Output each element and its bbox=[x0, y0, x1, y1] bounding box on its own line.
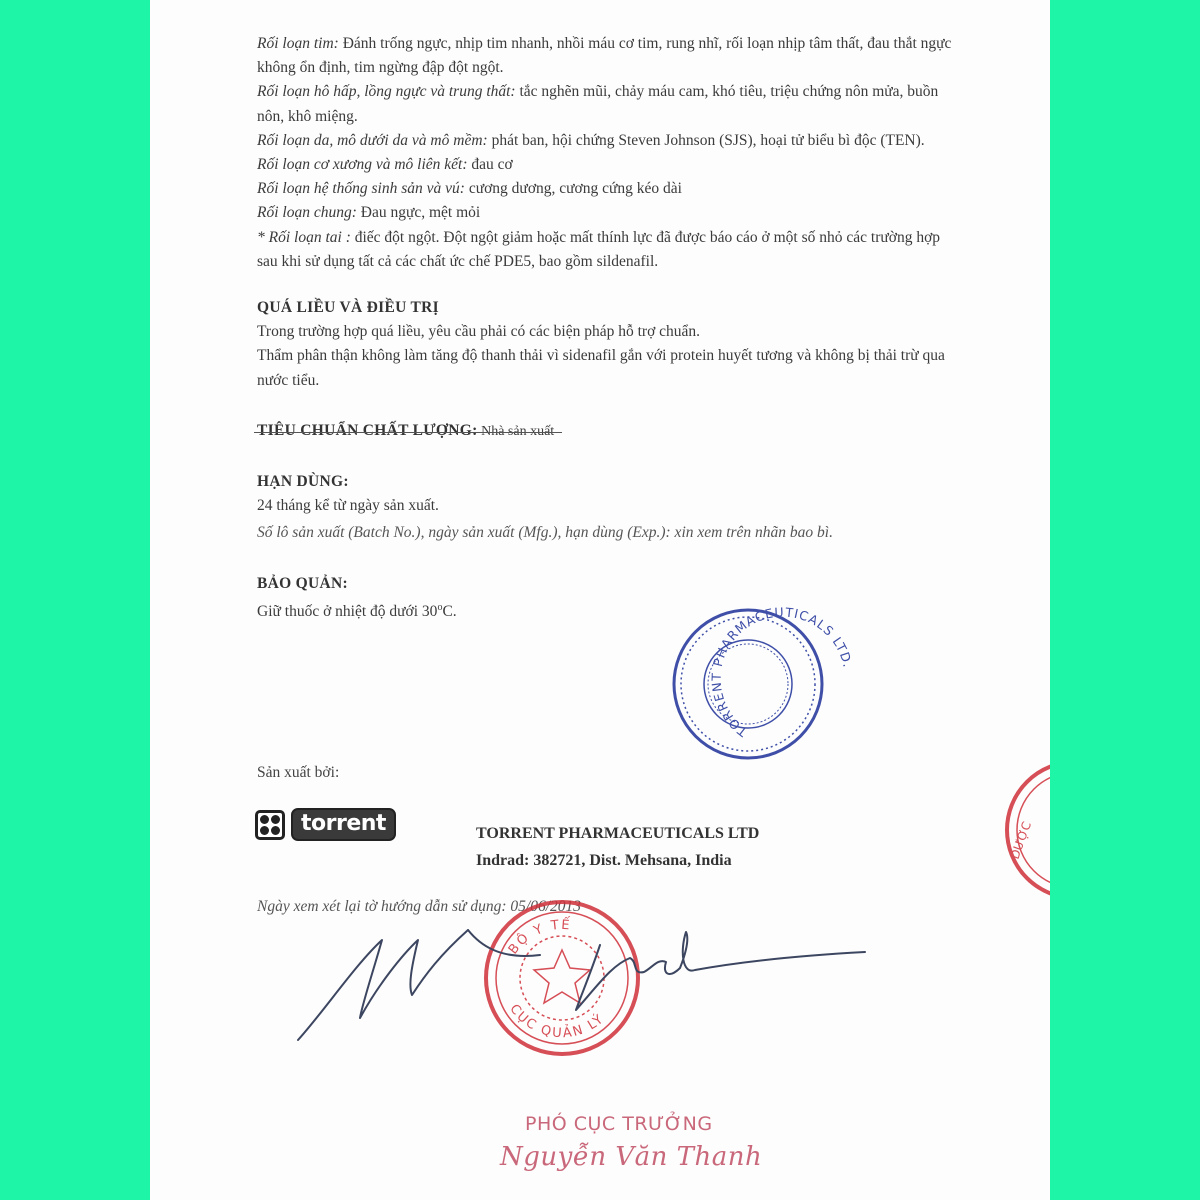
svg-text:CỤC QUẢN LÝ: CỤC QUẢN LÝ bbox=[506, 1001, 608, 1042]
stamps-and-signatures bbox=[150, 0, 1050, 1200]
document-page bbox=[150, 0, 1050, 1200]
signatory-name: Nguyễn Văn Thanh bbox=[500, 1142, 763, 1172]
svg-text:DƯỢC: DƯỢC bbox=[1007, 819, 1035, 862]
overdose-heading: QUÁ LIỀU VÀ ĐIỀU TRỊ bbox=[257, 299, 439, 317]
quality-standard: TIÊU CHUẨN CHẤT LƯỢNG: Nhà sản xuất bbox=[257, 419, 963, 444]
company-seal-stamp bbox=[674, 604, 856, 758]
effect-respiratory: Rối loạn hô hấp, lồng ngực và trung thất: tắc nghẽn mũi, chảy máu cam, khó tiêu, triệu chứng nôn mửa, buồn nôn, khô miệng. bbox=[257, 83, 939, 125]
signatory-title: PHÓ CỤC TRƯỞNG bbox=[525, 1113, 713, 1135]
manufactured-by-label: Sản xuất bởi: bbox=[257, 764, 340, 781]
overdose-line-2: Thẩm phân thận không làm tăng độ thanh thải vì sidenafil gắn với protein huyết tương và không bị thải trừ qua nước tiểu. bbox=[257, 347, 945, 389]
expiry-line-1: 24 tháng kể từ ngày sản xuất. bbox=[257, 497, 439, 515]
overdose-line-1: Trong trường hợp quá liều, yêu cầu phải có các biện pháp hỗ trợ chuẩn. bbox=[257, 323, 701, 341]
partial-seal-stamp bbox=[1007, 762, 1050, 898]
manufacturer-address: Indrad: 382721, Dist. Mehsana, India bbox=[476, 852, 732, 869]
expiry-heading: HẠN DÙNG: bbox=[257, 473, 349, 491]
storage-line: Giữ thuốc ở nhiệt độ dưới 30$^o$C. bbox=[257, 601, 457, 621]
effect-reproductive: Rối loạn hệ thống sinh sản và vú: cương dương, cương cứng kéo dài bbox=[257, 180, 682, 198]
svg-text:TORRENT PHARMACEUTICALS LTD.: TORRENT PHARMACEUTICALS LTD. bbox=[708, 604, 856, 740]
effect-general: Rối loạn chung: Đau ngực, mệt mỏi bbox=[257, 204, 481, 222]
torrent-logo-wordmark: torrent bbox=[291, 808, 396, 841]
effect-ear: * Rối loạn tai : điếc đột ngột. Đột ngột giảm hoặc mất thính lực đã được báo cáo ở một số nhỏ các trường hợp sau khi sử dụng tất cả các chất ức chế PDE5, bao gồm sildenafil. bbox=[257, 228, 941, 270]
expiry-line-2: Số lô sản xuất (Batch No.), ngày sản xuất (Mfg.), hạn dùng (Exp.): xin xem trên nhãn bao bì. bbox=[257, 524, 833, 542]
effect-cardiac: Rối loạn tim: Đánh trống ngực, nhịp tim nhanh, nhồi máu cơ tim, rung nhĩ, rối loạn nhịp tâm thất, đau thắt ngực không ổn định, tim ngừng đập đột ngột. bbox=[257, 35, 952, 77]
review-date: Ngày xem xét lại tờ hướng dẫn sử dụng: 05/06/2013 bbox=[257, 898, 582, 915]
effect-skin: Rối loạn da, mô dưới da và mô mềm: phát ban, hội chứng Steven Johnson (SJS), hoại tử biểu bì độc (TEN). bbox=[257, 131, 925, 149]
effect-musculoskeletal: Rối loạn cơ xương và mô liên kết: đau cơ bbox=[257, 156, 513, 174]
svg-text:BỘ Y TẾ: BỘ Y TẾ bbox=[505, 917, 573, 958]
ministry-seal-stamp bbox=[486, 902, 638, 1054]
manufacturer-name: TORRENT PHARMACEUTICALS LTD bbox=[476, 825, 760, 842]
storage-heading: BẢO QUẢN: bbox=[257, 574, 348, 592]
